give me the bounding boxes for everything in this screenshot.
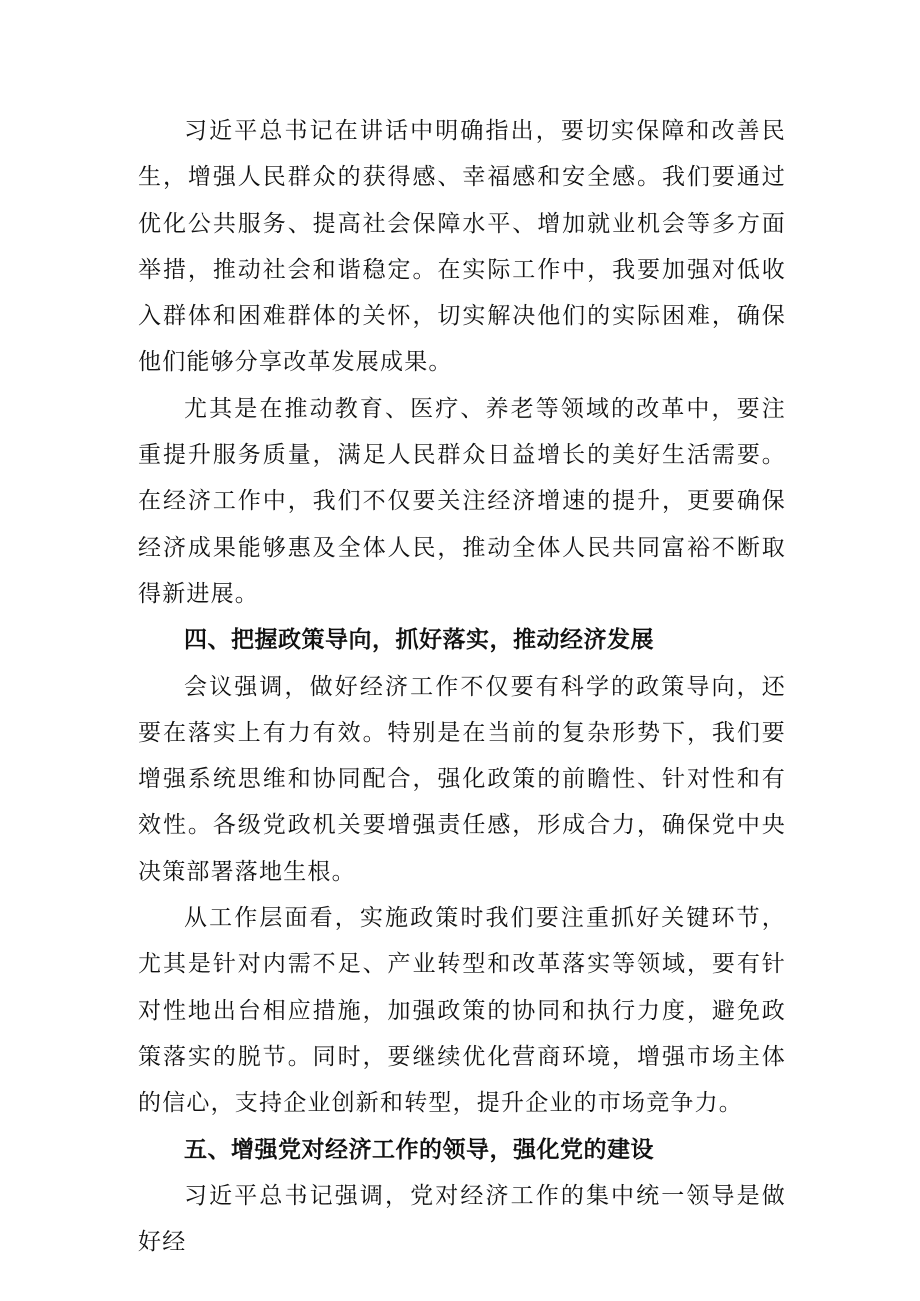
section-heading-four: 四、把握政策导向，抓好落实，推动经济发展 <box>184 627 654 654</box>
document-body <box>138 108 786 1265</box>
paragraph-party-leadership: 习近平总书记强调，党对经济工作的集中统一领导是做好经 <box>138 1182 786 1256</box>
paragraph-policy-orientation: 会议强调，做好经济工作不仅要有科学的政策导向，还要在落实上有力有效。特别是在当前的复杂形势下，我们要增强系统思维和协同配合，强化政策的前瞻性、针对性和有效性。各级党政机关要增强责任感，形成合力，确保党中央决策部署落地生根。 <box>138 673 786 885</box>
paragraph-livelihood: 习近平总书记在讲话中明确指出，要切实保障和改善民生，增强人民群众的获得感、幸福感和安全感。我们要通过优化公共服务、提高社会保障水平、增加就业机会等多方面举措，推动社会和谐稳定。在实际工作中，我要加强对低收入群体和困难群体的关怀，切实解决他们的实际困难，确保他们能够分享改革发展成果。 <box>138 118 786 376</box>
section-heading-five: 五、增强党对经济工作的领导，强化党的建设 <box>184 1136 654 1163</box>
paragraph-reform-services: 尤其是在推动教育、医疗、养老等领域的改革中，要注重提升服务质量，满足人民群众日益增长的美好生活需要。在经济工作中，我们不仅要关注经济增速的提升，更要确保经济成果能够惠及全体人民，推动全体人民共同富裕不断取得新进展。 <box>138 395 786 607</box>
paragraph-policy-implementation: 从工作层面看，实施政策时我们要注重抓好关键环节，尤其是针对内需不足、产业转型和改革落实等领域，要有针对性地出台相应措施，加强政策的协同和执行力度，避免政策落实的脱节。同时，要继续优化营商环境，增强市场主体的信心，支持企业创新和转型，提升企业的市场竞争力。 <box>138 905 786 1117</box>
